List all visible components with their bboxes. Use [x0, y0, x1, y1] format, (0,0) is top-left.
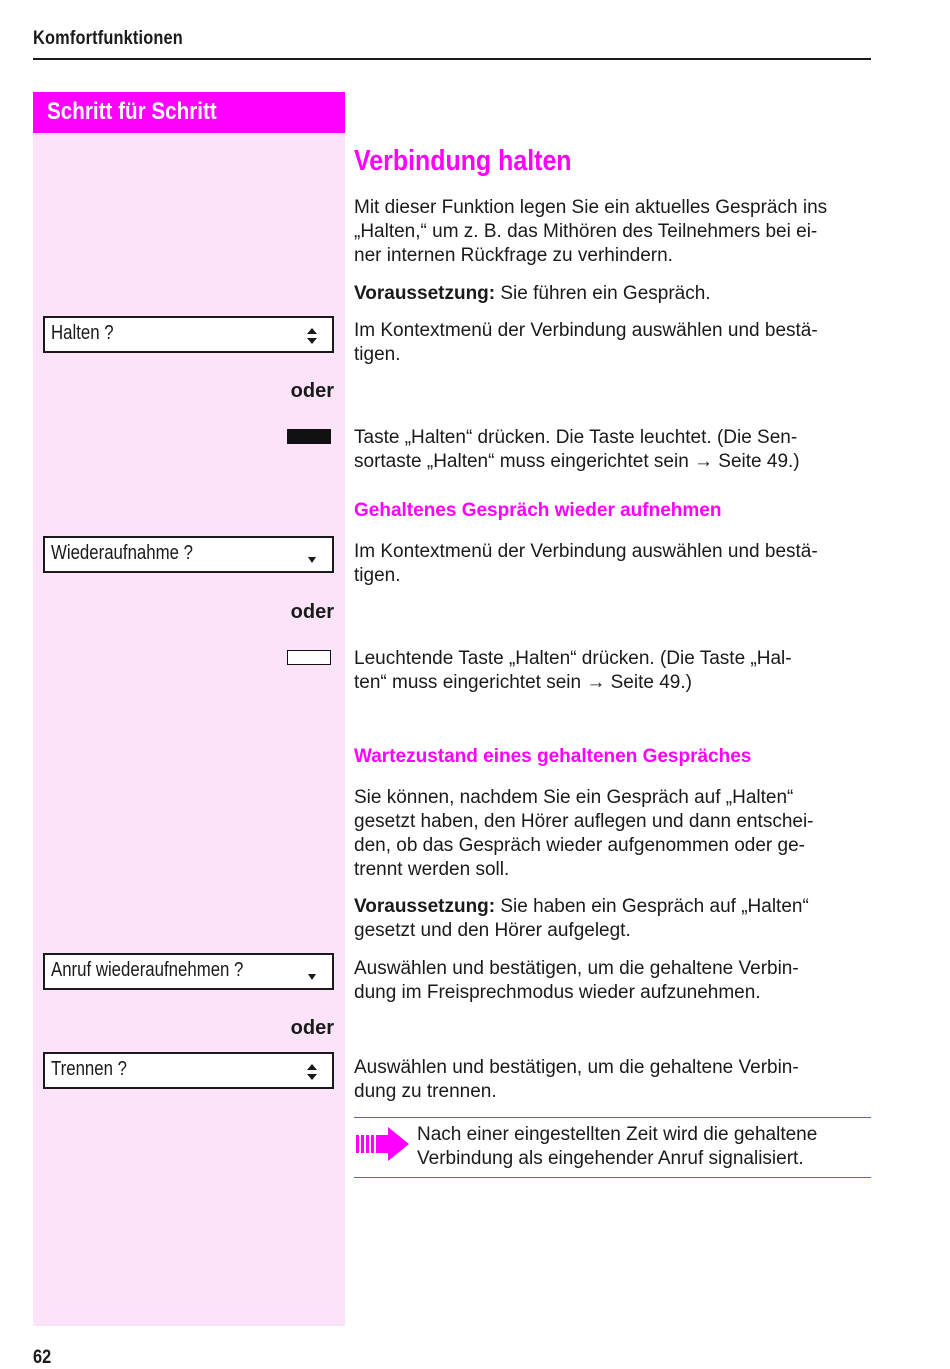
- menu-item-trennen[interactable]: [43, 1052, 334, 1089]
- lit-key-icon: [287, 429, 331, 444]
- menu-item-label: Halten ?: [51, 322, 114, 344]
- menu-item-wiederaufnahme[interactable]: [43, 536, 334, 573]
- menu-item-label: Trennen ?: [51, 1058, 127, 1080]
- step-5-text: Auswählen und bestätigen, um die gehaltene Verbin- dung im Freisprechmodus wieder aufzunehmen.: [354, 958, 799, 1003]
- step-2-text: Taste „Halten“ drücken. Die Taste leuchtet. (Die Sen- sortaste „Halten“ muss eingerichtet sein → Seite 49.): [354, 427, 800, 472]
- menu-item-label: Anruf wiederaufnehmen ?: [51, 959, 244, 981]
- sidebar-header: [33, 92, 345, 133]
- note-bottom-rule: [354, 1177, 871, 1178]
- menu-item-halten[interactable]: [43, 316, 334, 353]
- menu-item-label: Wiederaufnahme ?: [51, 542, 193, 564]
- step-1-text: Im Kontextmenü der Verbindung auswählen und bestä- tigen.: [354, 320, 818, 365]
- note-text: Nach einer eingestellten Zeit wird die gehaltene Verbindung als eingehender Anruf signalisiert.: [417, 1124, 818, 1169]
- menu-item-anruf-wiederaufnehmen[interactable]: [43, 953, 334, 990]
- subsection-title-waiting: Wartezustand eines gehaltenen Gespräches: [354, 746, 752, 767]
- section-title: Verbindung halten: [354, 145, 572, 177]
- sidebar-background: [33, 133, 345, 1326]
- header-rule: [33, 58, 871, 60]
- subsection-title-resume: Gehaltenes Gespräch wieder aufnehmen: [354, 500, 722, 521]
- sidebar-title: Schritt für Schritt: [47, 98, 217, 125]
- page-number: 62: [33, 1347, 52, 1368]
- step-6-text: Auswählen und bestätigen, um die gehaltene Verbin- dung zu trennen.: [354, 1057, 799, 1102]
- prerequisite-2: Voraussetzung: Sie haben ein Gespräch auf „Halten“ gesetzt und den Hörer aufgelegt.: [354, 896, 809, 941]
- waiting-paragraph: Sie können, nachdem Sie ein Gespräch auf „Halten“ gesetzt haben, den Hörer auflegen und dann entschei- den, ob das Gespräch wieder aufgenommen oder ge- trennt werden soll.: [354, 787, 814, 880]
- intro-paragraph: Mit dieser Funktion legen Sie ein aktuelles Gespräch ins „Halten,“ um z. B. das Mithören des Teilnehmers bei ei- ner internen Rückfrage zu verhindern.: [354, 197, 828, 266]
- page-header-title: Komfortfunktionen: [33, 28, 183, 49]
- oder-label: oder: [290, 380, 334, 402]
- note-arrow-icon: [356, 1126, 410, 1162]
- down-arrow-icon: [306, 964, 318, 982]
- prerequisite-1: Voraussetzung: Sie führen ein Gespräch.: [354, 283, 711, 304]
- oder-label: oder: [290, 601, 334, 623]
- up-down-arrow-icon: [306, 327, 318, 345]
- step-3-text: Im Kontextmenü der Verbindung auswählen und bestä- tigen.: [354, 541, 818, 586]
- up-down-arrow-icon: [306, 1063, 318, 1081]
- unlit-key-icon: [287, 650, 331, 665]
- step-4-text: Leuchtende Taste „Halten“ drücken. (Die Taste „Hal- ten“ muss eingerichtet sein → Seite 49.): [354, 648, 792, 693]
- note-top-rule: [354, 1117, 871, 1118]
- oder-label: oder: [290, 1017, 334, 1039]
- down-arrow-icon: [306, 547, 318, 565]
